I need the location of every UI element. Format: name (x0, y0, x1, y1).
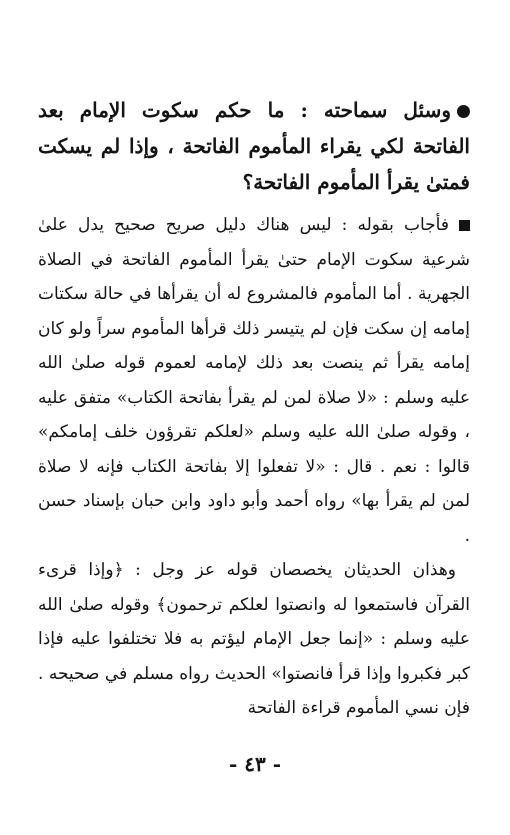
page-number: - ٤٣ - (228, 752, 281, 776)
answer-text-2: وهذان الحديثان يخصصان قوله عز وجل : ﴿وإذا قرىء القرآن فاستمعوا له وانصتوا لعلكم ترحمون﴾ وقوله صلىٰ الله عليه وسلم : «إنما جعل الإمام ليؤتم به فلا تختلفوا عليه فإذا كبر فكبروا وإذا قرأ فانصتوا» الحديث رواه مسلم في صحيحه . فإن نسي المأموم قراءة الفاتحة (38, 560, 470, 718)
answer-paragraph-2 (38, 553, 470, 726)
answer-text-1: فأجاب بقوله : ليس هناك دليل صريح صحيح يدل علىٰ شرعية سكوت الإمام حتىٰ يقرأ المأموم الفاتحة في الصلاة الجهرية . أما المأموم فالمشروع له أن يقرأها في حالة سكتات إمامه إن سكت فإن لم يتيسر ذلك قرأها المأموم سراً ولو كان إمامه يقرأ ثم ينصت بعد ذلك لإمامه لعموم قوله صلىٰ الله عليه وسلم : «لا صلاة لمن لم يقرأ بفاتحة الكتاب» متفق عليه ، وقوله صلىٰ الله عليه وسلم «لعلكم تقرؤون خلف إمامكم» قالوا : نعم . قال : «لا تفعلوا إلا بفاتحة الكتاب فإنه لا صلاة لمن لم يقرأ بها» رواه أحمد وأبو داود وابن حبان بإسناد حسن . (38, 215, 471, 546)
answer-paragraph-1 (38, 208, 470, 553)
question-block (38, 92, 470, 200)
square-bullet-icon (459, 220, 470, 231)
page-body (38, 92, 470, 726)
bullet-dot-icon (457, 105, 470, 118)
question-text: وسئل سماحته : ما حكم سكوت الإمام بعد الفاتحة لكي يقراء المأموم الفاتحة ، وإذا لم يسكت فمتىٰ يقرأ المأموم الفاتحة؟ (38, 98, 470, 194)
